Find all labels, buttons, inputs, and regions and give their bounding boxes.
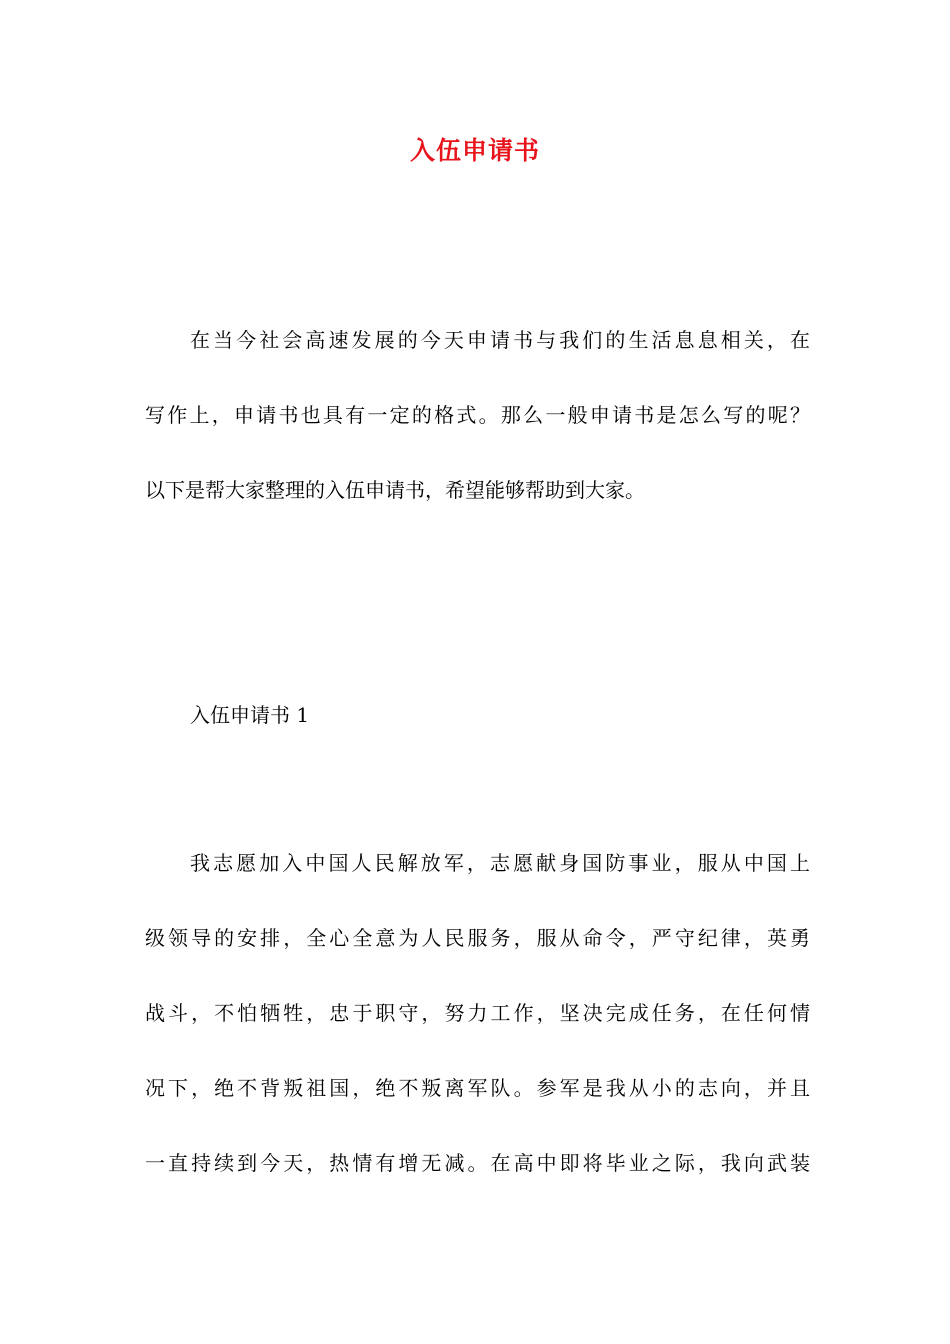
- body-line-5: 一直持续到今天，热情有增无减。在高中即将毕业之际，我向武装: [145, 1151, 810, 1175]
- section-heading: 入伍申请书 1: [190, 703, 310, 727]
- body-line-4: 况下，绝不背叛祖国，绝不叛离军队。参军是我从小的志向，并且: [145, 1076, 810, 1100]
- intro-line-2: 写作上，申请书也具有一定的格式。那么一般申请书是怎么写的呢？: [145, 403, 810, 427]
- body-line-2: 级领导的安排，全心全意为人民服务，服从命令，严守纪律，英勇: [145, 926, 810, 950]
- body-line-3: 战斗，不怕牺牲，忠于职守，努力工作，坚决完成任务，在任何情: [145, 1001, 810, 1025]
- body-line-1: 我志愿加入中国人民解放军，志愿献身国防事业，服从中国上: [190, 851, 810, 875]
- document-title: 入伍申请书: [409, 136, 540, 165]
- intro-line-3: 以下是帮大家整理的入伍申请书，希望能够帮助到大家。: [145, 478, 645, 502]
- intro-line-1: 在当今社会高速发展的今天申请书与我们的生活息息相关，在: [190, 328, 810, 352]
